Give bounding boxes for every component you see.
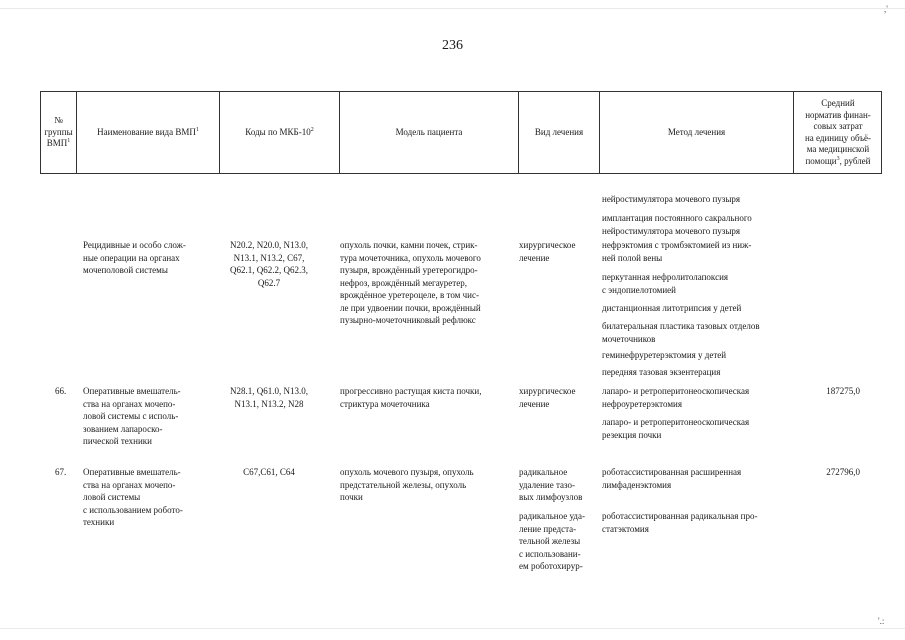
header-col7-sup: 3	[836, 155, 840, 162]
header-average-cost	[794, 92, 882, 173]
row66-codes: N28.1, Q61.0, N13.0, N13.1, N13.2, N28	[230, 386, 308, 409]
row67-codes: C67,C61, C64	[243, 467, 295, 477]
header-col5-text: Вид лечения	[534, 126, 584, 137]
header-col4-text: Модель пациента	[395, 126, 463, 137]
recid-codes: N20.2, N20.0, N13.0, N13.1, N13.2, C67, Q62.1, Q62.2, Q62.3, Q62.7	[230, 240, 308, 288]
header-group-number	[41, 92, 76, 173]
row66-method-1: лапаро- и ретроперитонеоскопическая нефроуретерэктомия	[602, 386, 750, 409]
recid-method-2: перкутанная нефролитолапоксия с эндопиелотомией	[602, 272, 729, 295]
row67-name: Оперативные вмешатель- ства на органах мочепо- ловой системы с использованием робото- техники	[83, 467, 183, 527]
row66-number: 66.	[55, 386, 67, 396]
row67-cost: 272796,0	[826, 467, 860, 477]
recid-method-3: дистанционная литотрипсия у детей	[602, 303, 742, 313]
row66-name: Оперативные вмешатель- ства на органах мочепо- ловой системы с исполь- зованием лапароско- пической техники	[83, 386, 181, 446]
row66-cost: 187275,0	[826, 386, 860, 396]
table-header	[40, 91, 882, 174]
header-col2-text: Наименование вида ВМП	[97, 126, 196, 137]
page-number: 236	[442, 38, 463, 53]
header-col7-tail: , рублей	[839, 155, 871, 166]
header-col1-sup: 1	[67, 138, 71, 145]
row66-treatment: хирургическое лечение	[519, 386, 576, 409]
header-col3-sup: 2	[310, 126, 314, 133]
header-vmp-name	[77, 92, 219, 173]
scan-mark-top-right: ,'	[884, 4, 888, 14]
row67-treatment-1: радикальное удаление тазо- вых лимфоузлов	[519, 467, 583, 502]
row67-method-2: роботассистированная радикальная про- статэктомия	[602, 511, 758, 534]
row67-treatment-2: радикальное уда- ление предста- тельной железы с использовани- ем роботохирур-	[519, 511, 585, 571]
recid-treatment: хирургическое лечение	[519, 240, 576, 263]
scan-mark-bottom-right: '.:	[878, 616, 885, 626]
header-col2-sup: 1	[195, 126, 199, 133]
recid-name: Рецидивные и особо слож- ные операции на органах мочеполовой системы	[83, 240, 186, 275]
header-col6-text: Метод лечения	[667, 126, 726, 137]
cont-method-1: нейростимулятора мочевого пузыря	[602, 194, 741, 204]
cont-method-2: имплантация постоянного сакрального нейростимулятора мочевого пузыря	[602, 213, 752, 236]
recid-model: опухоль почки, камни почек, стрик- тура мочеточника, опухоль мочевого пузыря, врождённый уретерогидро- нефроз, врождённый мегауретер, врождённое уретероцеле, в том чис- ле при удвоении почки, врождённый пузырно-мочеточниковый рефлюкс	[340, 240, 481, 325]
recid-method-6: передняя тазовая экзентерация	[602, 367, 721, 377]
recid-method-4: билатеральная пластика тазовых отделов мочеточников	[602, 321, 760, 344]
header-treatment-type	[519, 92, 599, 173]
header-col3-text: Коды по МКБ-10	[245, 126, 311, 137]
header-treatment-method	[600, 92, 793, 173]
row67-model: опухоль мочевого пузыря, опухоль предстательной железы, опухоль почки	[340, 467, 474, 502]
row66-method-2: лапаро- и ретроперитонеоскопическая резекция почки	[602, 417, 750, 440]
header-col1-text: № группы ВМП	[44, 115, 73, 149]
row66-model: прогрессивно растущая киста почки, стриктура мочеточника	[340, 386, 482, 409]
recid-method-5: геминефруретерэктомия у детей	[602, 350, 727, 360]
row67-method-1: роботассистированная расширенная лимфаденэктомия	[602, 467, 742, 490]
row67-number: 67.	[55, 467, 67, 477]
header-icd-codes	[220, 92, 339, 173]
recid-method-1: нефрэктомия с тромбэктомией из ниж- ней полой вены	[602, 240, 752, 263]
header-patient-model	[340, 92, 518, 173]
header-col7-text: Средний норматив финан- совых затрат на единицу объё- ма медицинской помощи	[804, 98, 872, 166]
